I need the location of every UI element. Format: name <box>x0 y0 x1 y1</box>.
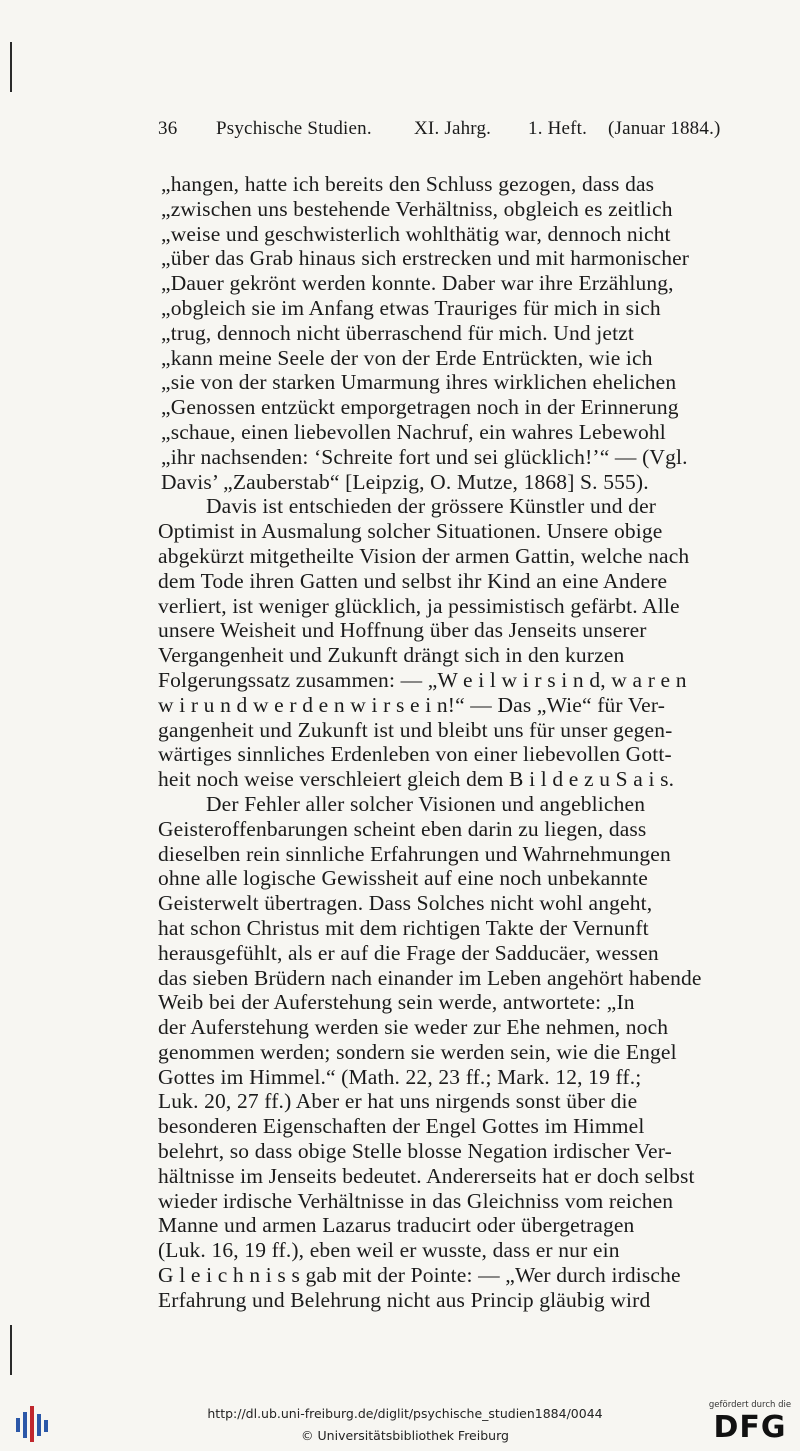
journal-title: Psychische Studien. <box>216 118 372 139</box>
text-line: wärtiges sinnliches Erdenleben von einer liebevollen Gott- <box>158 742 672 767</box>
text-line: Davis ist entschieden der grössere Künstler und der <box>206 494 657 519</box>
text-line: Geisterwelt übertragen. Dass Solches nicht wohl angeht, <box>158 891 653 916</box>
source-url-link[interactable]: http://dl.ub.uni-freiburg.de/diglit/psychische_studien1884/0044 <box>207 1406 603 1421</box>
text-line: (Luk. 16, 19 ff.), eben weil er wusste, dass er nur ein <box>158 1238 620 1263</box>
text-line: heit noch weise verschleiert gleich dem B i l d e z u S a i s. <box>158 767 675 792</box>
text-line: das sieben Brüdern nach einander im Leben angehört habende <box>158 965 702 990</box>
text-line: Geisteroffenbarungen scheint eben darin zu liegen, dass <box>158 816 647 841</box>
page-number: 36 <box>158 118 178 139</box>
text-line: Davis’ „Zauberstab“ [Leipzig, O. Mutze, 1868] S. 555). <box>161 469 649 494</box>
text-line: wieder irdische Verhältnisse in das Gleichniss vom reichen <box>158 1188 674 1213</box>
text-line: „Dauer gekrönt werden konnte. Daber war ihre Erzählung, <box>161 271 674 296</box>
dfg-funding-note: gefördert durch die <box>708 1400 792 1410</box>
text-line: genommen werden; sondern sie werden sein, wie die Engel <box>158 1039 677 1064</box>
volume-label: XI. Jahrg. <box>414 118 492 139</box>
text-line: „sie von der starken Umarmung ihres wirklichen ehelichen <box>161 370 677 395</box>
text-line: Erfahrung und Belehrung nicht aus Princip gläubig wird <box>158 1287 651 1312</box>
dfg-logo-icon: DFG <box>713 1410 787 1445</box>
text-line: verliert, ist weniger glücklich, ja pessimistisch gefärbt. Alle <box>158 593 680 618</box>
text-line: hat schon Christus mit dem richtigen Takte der Vernunft <box>158 915 649 940</box>
text-line: Gottes im Himmel.“ (Math. 22, 23 ff.; Mark. 12, 19 ff.; <box>158 1064 642 1089</box>
text-line: w i r u n d w e r d e n w i r s e i n!“ — Das „Wie“ für Ver- <box>158 692 666 717</box>
text-line: gangenheit und Zukunft ist und bleibt uns für unser gegen- <box>158 717 673 742</box>
text-line: Der Fehler aller solcher Visionen und angeblichen <box>206 791 646 816</box>
text-line: ohne alle logische Gewissheit auf eine noch unbekannte <box>158 866 648 891</box>
text-line: „über das Grab hinaus sich erstrecken und mit harmonischer <box>161 246 690 271</box>
text-line: Manne und armen Lazarus traducirt oder übergetragen <box>158 1213 635 1238</box>
page-header <box>158 118 800 144</box>
library-logo-icon <box>12 1404 52 1444</box>
margin-mark-bottom <box>10 1325 12 1375</box>
text-line: G l e i c h n i s s gab mit der Pointe: — „Wer durch irdische <box>158 1263 681 1288</box>
text-line: dem Tode ihren Gatten und selbst ihr Kind an eine Andere <box>158 568 668 593</box>
text-line: besonderen Eigenschaften der Engel Gottes im Himmel <box>158 1114 645 1139</box>
text-line: „ihr nachsenden: ‘Schreite fort und sei glücklich!’“ — (Vgl. <box>161 444 688 469</box>
body-text <box>158 172 800 1313</box>
text-line: Folgerungssatz zusammen: — „W e i l w i r s i n d, w a r e n <box>158 667 687 692</box>
text-line: „schaue, einen liebevollen Nachruf, ein wahres Lebewohl <box>161 419 666 444</box>
text-line: „zwischen uns bestehende Verhältniss, obgleich es zeitlich <box>161 196 673 221</box>
text-line: dieselben rein sinnliche Erfahrungen und Wahrnehmungen <box>158 841 671 866</box>
text-line: „weise und geschwisterlich wohlthätig war, dennoch nicht <box>161 221 671 246</box>
text-line: Luk. 20, 27 ff.) Aber er hat uns nirgends sonst über die <box>158 1089 638 1114</box>
issue-date: (Januar 1884.) <box>608 118 721 139</box>
text-line: Optimist in Ausmalung solcher Situationen. Unsere obige <box>158 519 663 544</box>
text-line: hältnisse im Jenseits bedeutet. Andererseits hat er doch selbst <box>158 1163 695 1188</box>
text-line: Vergangenheit und Zukunft drängt sich in den kurzen <box>158 643 625 668</box>
copyright-text: © Universitätsbibliothek Freiburg <box>301 1428 509 1443</box>
margin-mark-top <box>10 42 12 92</box>
text-line: belehrt, so dass obige Stelle blosse Negation irdischer Ver- <box>158 1139 672 1164</box>
text-line: Weib bei der Auferstehung sein werde, antwortete: „In <box>158 990 635 1015</box>
text-line: „obgleich sie im Anfang etwas Trauriges für mich in sich <box>161 295 661 320</box>
text-line: herausgefühlt, als er auf die Frage der Sadducäer, wessen <box>158 940 659 965</box>
text-line: „trug, dennoch nicht überraschend für mich. Und jetzt <box>161 320 635 345</box>
text-line: „Genossen entzückt emporgetragen noch in der Erinnerung <box>161 395 679 420</box>
text-line: „hangen, hatte ich bereits den Schluss gezogen, dass das <box>161 172 655 196</box>
issue-label: 1. Heft. <box>528 118 588 139</box>
text-line: unsere Weisheit und Hoffnung über das Jenseits unserer <box>158 618 647 643</box>
text-line: „kann meine Seele der von der Erde Entrückten, wie ich <box>161 345 653 370</box>
text-line: abgekürzt mitgetheilte Vision der armen Gattin, welche nach <box>158 543 690 568</box>
text-line: der Auferstehung werden sie weder zur Ehe nehmen, noch <box>158 1015 669 1040</box>
